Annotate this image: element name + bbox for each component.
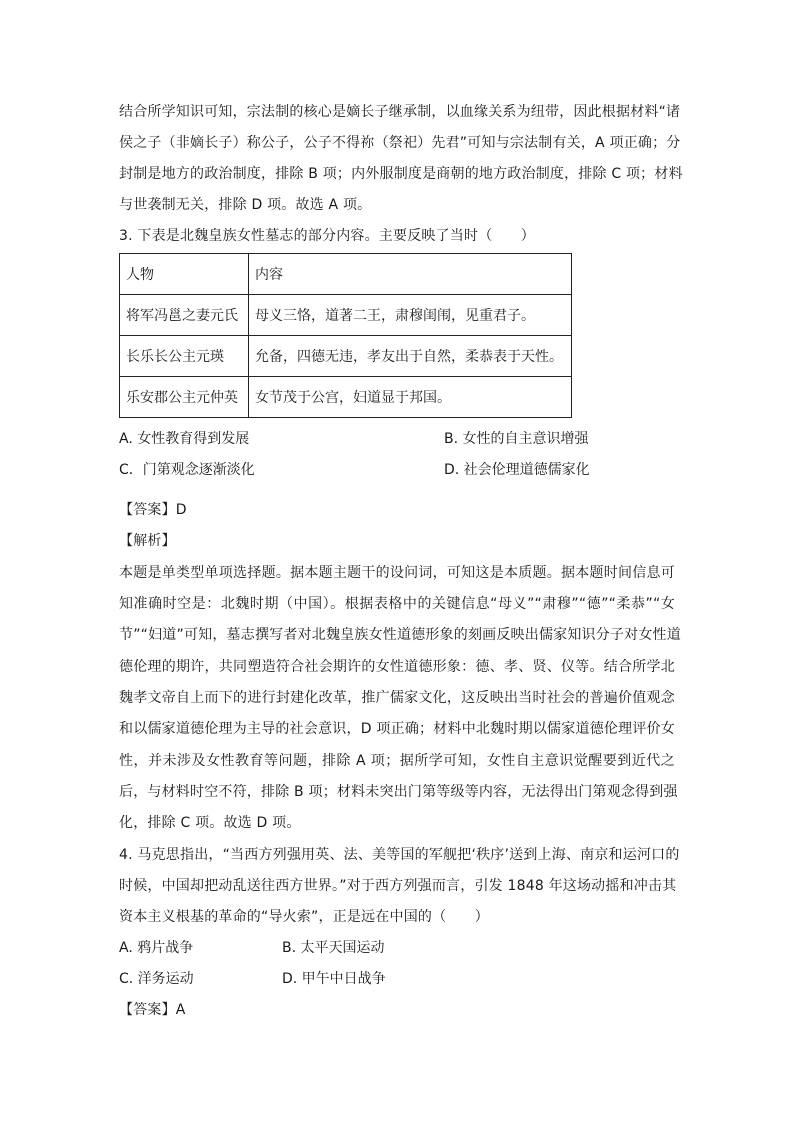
q3-analysis-label: 【解析】: [119, 533, 176, 549]
table-header-cell: 人物: [120, 254, 249, 295]
q4-option-c: C. 洋务运动: [119, 971, 194, 987]
text-line: 封制是地方的政治制度，排除 B 项；内外服制度是商朝的地方政治制度，排除 C 项；材料: [119, 166, 683, 182]
table-row: [120, 336, 572, 377]
table-cell: 长乐长公主元瑛: [120, 336, 249, 377]
table-row: [120, 295, 572, 336]
analysis-line: 知准确时空是：北魏时期（中国）。根据表格中的关键信息“母义”“肃穆”“德”“柔恭”“女: [119, 596, 675, 612]
table-cell: 将军冯邕之妻元氏: [120, 295, 249, 336]
question-3-stem: 3. 下表是北魏皇族女性墓志的部分内容。主要反映了当时（ ）: [119, 228, 536, 244]
question-4-stem-line: 资本主义根基的革命的“导火索”，正是远在中国的（ ）: [119, 909, 489, 925]
table-row: [120, 377, 572, 418]
analysis-line: 化，排除 C 项。故选 D 项。: [119, 815, 301, 831]
analysis-line: 性，并未涉及女性教育等问题，排除 A 项；据所学可知，女性自主意识觉醒要到近代之: [119, 753, 675, 769]
table-cell: 乐安郡公主元仲英: [120, 377, 249, 418]
table-cell: 女节茂于公宫，妇道显于邦国。: [249, 377, 572, 418]
q3-answer: 【答案】D: [119, 502, 187, 518]
table-header-cell: 内容: [249, 254, 572, 295]
q3-option-d: D. 社会伦理道德儒家化: [444, 462, 590, 478]
q3-option-b: B. 女性的自主意识增强: [444, 431, 589, 447]
q3-option-a: A. 女性教育得到发展: [119, 431, 250, 447]
analysis-line: 魏孝文帝自上而下的进行封建化改革，推广儒家文化，这反映出当时社会的普遍价值观念: [119, 690, 675, 706]
q3-option-c: C．门第观念逐渐淡化: [119, 462, 255, 478]
q4-answer: 【答案】A: [119, 1002, 186, 1018]
table-cell: 母义三恪，道著二王，肃穆闺闱，见重君子。: [249, 295, 572, 336]
text-line: 侯之子（非嫡长子）称公子，公子不得祢（祭祀）先君”可知与宗法制有关，A 项正确；分: [119, 135, 681, 151]
epitaph-table: [119, 253, 572, 418]
question-4-stem-line: 时候，中国却把动乱送往西方世界。”对于西方列强而言，引发 1848 年这场动摇和冲击其: [119, 878, 677, 894]
analysis-line: 本题是单类型单项选择题。据本题主题干的设问词，可知这是本质题。据本题时间信息可: [119, 565, 675, 581]
table-header-row: [120, 254, 572, 295]
text-line: 与世袭制无关，排除 D 项。故选 A 项。: [119, 197, 372, 213]
table-cell: 允备，四德无违，孝友出于自然，柔恭表于天性。: [249, 336, 572, 377]
analysis-line: 后，与材料时空不符，排除 B 项；材料未突出门第等级等内容，无法得出门第观念得到强: [119, 784, 678, 800]
text-line: 结合所学知识可知，宗法制的核心是嫡长子继承制，以血缘关系为纽带，因此根据材料“诸: [119, 104, 681, 120]
analysis-line: 德伦理的期许，共同塑造符合社会期许的女性道德形象：德、孝、贤、仪等。结合所学北: [119, 659, 675, 675]
analysis-line: 和以儒家道德伦理为主导的社会意识，D 项正确；材料中北魏时期以儒家道德伦理评价女: [119, 721, 675, 737]
q4-option-a: A. 鸦片战争: [119, 940, 194, 956]
question-4-stem-line: 4. 马克思指出，“当西方列强用英、法、美等国的军舰把‘秩序’送到上海、南京和运河口的: [119, 847, 680, 863]
q4-option-b: B. 太平天国运动: [282, 940, 385, 956]
q4-option-d: D. 甲午中日战争: [282, 971, 386, 987]
analysis-line: 节”“妇道”可知，墓志撰写者对北魏皇族女性道德形象的刻画反映出儒家知识分子对女性道: [119, 627, 681, 643]
